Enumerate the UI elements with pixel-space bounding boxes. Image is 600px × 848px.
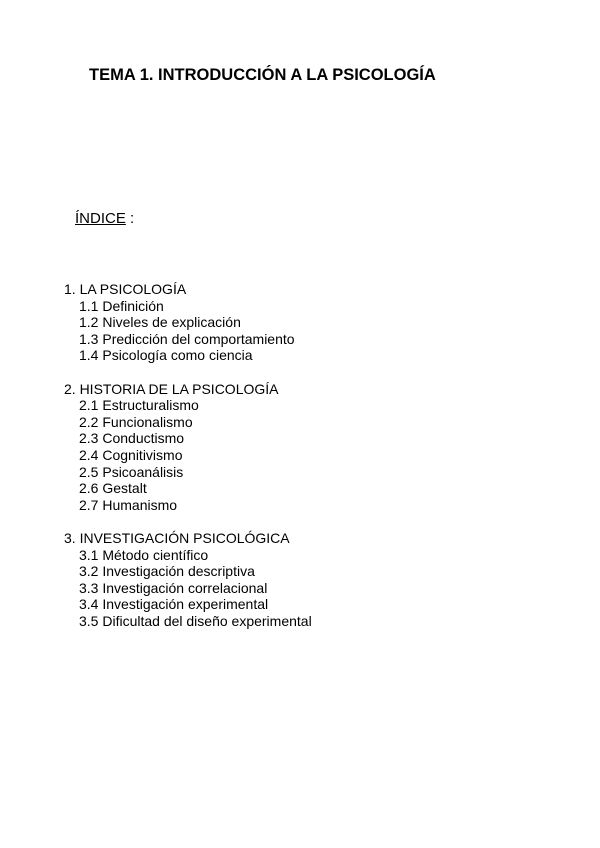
toc-item: 1.2 Niveles de explicación xyxy=(79,314,241,331)
index-suffix: : xyxy=(125,210,135,227)
toc-section-title: 2. HISTORIA DE LA PSICOLOGÍA xyxy=(64,380,279,397)
toc-item: 3.4 Investigación experimental xyxy=(79,596,269,613)
toc-item: 1.1 Definición xyxy=(79,297,164,314)
toc-item: 2.7 Humanismo xyxy=(79,496,178,513)
toc-item: 1.3 Predicción del comportamiento xyxy=(79,330,295,347)
toc-section-1 xyxy=(64,281,312,364)
toc-item: 2.6 Gestalt xyxy=(79,480,147,497)
toc-item: 2.1 Estructuralismo xyxy=(79,397,199,414)
toc-section-3 xyxy=(64,530,312,630)
toc-item: 1.4 Psicología como ciencia xyxy=(79,347,253,364)
toc-section-title: 1. LA PSICOLOGÍA xyxy=(64,281,187,297)
page-title: TEMA 1. INTRODUCCIÓN A LA PSICOLOGÍA xyxy=(89,66,436,84)
index-heading xyxy=(75,210,134,227)
toc-item: 2.2 Funcionalismo xyxy=(79,413,193,430)
toc-section-title: 3. INVESTIGACIÓN PSICOLÓGICA xyxy=(64,529,290,546)
toc-section-2 xyxy=(64,381,312,514)
toc-item: 2.5 Psicoanálisis xyxy=(79,463,184,480)
toc-item: 3.1 Método científico xyxy=(79,546,209,563)
table-of-contents xyxy=(64,281,312,646)
toc-item: 2.3 Conductismo xyxy=(79,430,185,447)
index-label: ÍNDICE xyxy=(75,210,126,227)
toc-item: 3.5 Dificultad del diseño experimental xyxy=(79,612,312,629)
toc-item: 2.4 Cognitivismo xyxy=(79,446,183,463)
toc-item: 3.2 Investigación descriptiva xyxy=(79,563,255,580)
toc-item: 3.3 Investigación correlacional xyxy=(79,579,268,596)
